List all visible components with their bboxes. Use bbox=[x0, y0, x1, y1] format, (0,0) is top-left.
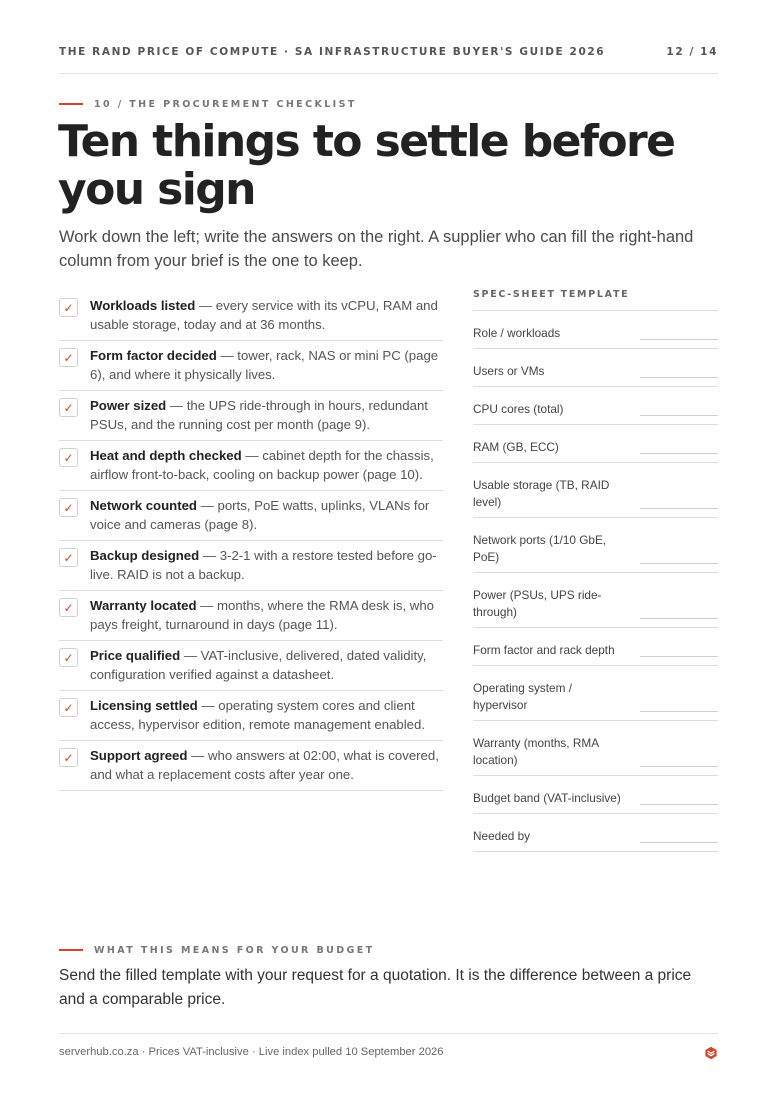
spec-answer-line[interactable] bbox=[640, 377, 718, 378]
checklist-item bbox=[59, 391, 443, 441]
header-divider bbox=[59, 73, 718, 74]
spec-row bbox=[473, 573, 718, 628]
lead-paragraph: Work down the left; write the answers on the right. A supplier who can fill the right-hand column from your brief is the one to keep. bbox=[59, 228, 694, 270]
checklist-item-body: — operating system cores and client access, hypervisor edition, remote management enabled. bbox=[90, 698, 425, 732]
spec-row bbox=[473, 721, 718, 776]
spec-sheet-rows bbox=[473, 311, 718, 852]
checkbox-icon[interactable]: ✓ bbox=[59, 498, 78, 517]
checklist-item bbox=[59, 591, 443, 641]
spec-row-label: Operating system / hypervisor bbox=[473, 681, 573, 712]
spec-answer-line[interactable] bbox=[640, 339, 718, 340]
spec-row bbox=[473, 387, 718, 425]
checklist-item-text bbox=[90, 396, 443, 434]
checklist-item bbox=[59, 691, 443, 741]
checkbox-icon[interactable]: ✓ bbox=[59, 698, 78, 717]
spec-row-label: Budget band (VAT-inclusive) bbox=[473, 791, 621, 805]
checkbox-icon[interactable]: ✓ bbox=[59, 748, 78, 767]
spec-row bbox=[473, 666, 718, 721]
checklist-item-body: — the UPS ride-through in hours, redundant PSUs, and the running cost per month (page 9). bbox=[90, 398, 428, 432]
spec-answer-line[interactable] bbox=[640, 766, 718, 767]
spec-row-label: Users or VMs bbox=[473, 364, 545, 378]
checklist-item-body: — months, where the RMA desk is, who pays freight, turnaround in days (page 11). bbox=[90, 598, 434, 632]
checklist-item-heading: Support agreed bbox=[90, 748, 188, 763]
procurement-checklist bbox=[59, 291, 443, 791]
checklist-item-heading: Warranty located bbox=[90, 598, 197, 613]
spec-answer-line[interactable] bbox=[640, 804, 718, 805]
checkbox-icon[interactable]: ✓ bbox=[59, 398, 78, 417]
spec-answer-line[interactable] bbox=[640, 842, 718, 843]
spec-answer-line[interactable] bbox=[640, 618, 718, 619]
spec-sheet-title: SPEC-SHEET TEMPLATE bbox=[473, 289, 718, 311]
checklist-item-text bbox=[90, 696, 443, 734]
checkbox-icon[interactable]: ✓ bbox=[59, 448, 78, 467]
checklist-item-heading: Licensing settled bbox=[90, 698, 198, 713]
spec-row-label: Usable storage (TB, RAID level) bbox=[473, 478, 610, 509]
spec-row-label: Role / workloads bbox=[473, 326, 561, 340]
spec-answer-line[interactable] bbox=[640, 711, 718, 712]
checklist-item bbox=[59, 541, 443, 591]
running-title: THE RAND PRICE OF COMPUTE · SA INFRASTRUCTURE BUYER'S GUIDE 2026 bbox=[59, 46, 606, 58]
checkbox-icon[interactable]: ✓ bbox=[59, 298, 78, 317]
spec-row bbox=[473, 349, 718, 387]
accent-dash bbox=[59, 103, 83, 105]
spec-row-label: Warranty (months, RMA location) bbox=[473, 736, 599, 767]
spec-answer-line[interactable] bbox=[640, 508, 718, 509]
checklist-item-body: — 3-2-1 with a restore tested before go-live. RAID is not a backup. bbox=[90, 548, 437, 582]
checklist-item-body: — VAT-inclusive, delivered, dated validity, configuration verified against a datasheet. bbox=[90, 648, 427, 682]
spec-row-label: Power (PSUs, UPS ride-through) bbox=[473, 588, 602, 619]
checklist-item-text bbox=[90, 746, 443, 784]
spec-answer-line[interactable] bbox=[640, 563, 718, 564]
spec-row-label: Needed by bbox=[473, 829, 531, 843]
spec-row-label: RAM (GB, ECC) bbox=[473, 440, 559, 454]
checklist-item-heading: Price qualified bbox=[90, 648, 181, 663]
checkbox-icon[interactable]: ✓ bbox=[59, 348, 78, 367]
spec-row-label: Network ports (1/10 GbE, PoE) bbox=[473, 533, 607, 564]
checklist-item-heading: Form factor decided bbox=[90, 348, 217, 363]
checkbox-icon[interactable]: ✓ bbox=[59, 648, 78, 667]
spec-answer-line[interactable] bbox=[640, 415, 718, 416]
checklist-item-body: — ports, PoE watts, uplinks, VLANs for voice and cameras (page 8). bbox=[90, 498, 430, 532]
serverhub-logo-icon bbox=[704, 1046, 718, 1060]
checklist-item bbox=[59, 491, 443, 541]
budget-label-text: WHAT THIS MEANS FOR YOUR BUDGET bbox=[94, 944, 375, 956]
spec-row bbox=[473, 311, 718, 349]
checklist-item-text bbox=[90, 346, 443, 384]
checklist-item-text bbox=[90, 296, 443, 334]
checklist-item-text bbox=[90, 446, 443, 484]
spec-row bbox=[473, 628, 718, 666]
spec-answer-line[interactable] bbox=[640, 453, 718, 454]
budget-paragraph: Send the filled template with your request for a quotation. It is the difference between a price and a comparable price. bbox=[59, 967, 692, 1008]
checklist-item-body: — who answers at 02:00, what is covered, and what a replacement costs after year one. bbox=[90, 748, 439, 782]
section-label bbox=[59, 97, 357, 111]
spec-row bbox=[473, 425, 718, 463]
spec-sheet-template bbox=[473, 289, 718, 852]
spec-row bbox=[473, 776, 718, 814]
accent-dash bbox=[59, 949, 83, 951]
spec-row-label: Form factor and rack depth bbox=[473, 643, 615, 657]
checklist-item-body: — cabinet depth for the chassis, airflow front-to-back, cooling on backup power (page 10). bbox=[90, 448, 434, 482]
checklist-item bbox=[59, 341, 443, 391]
checklist-item bbox=[59, 741, 443, 791]
checkbox-icon[interactable]: ✓ bbox=[59, 598, 78, 617]
running-header bbox=[59, 44, 718, 60]
checklist-item-text bbox=[90, 596, 443, 634]
checklist-item-body: — tower, rack, NAS or mini PC (page 6), and where it physically lives. bbox=[90, 348, 439, 382]
checklist-item-heading: Heat and depth checked bbox=[90, 448, 242, 463]
checklist-item-body: — every service with its vCPU, RAM and usable storage, today and at 36 months. bbox=[90, 298, 438, 332]
checkbox-icon[interactable]: ✓ bbox=[59, 548, 78, 567]
checklist-item-heading: Power sized bbox=[90, 398, 167, 413]
checklist-item bbox=[59, 641, 443, 691]
checklist-item-heading: Backup designed bbox=[90, 548, 200, 563]
page-number: 12 / 14 bbox=[666, 46, 718, 58]
spec-row-label: CPU cores (total) bbox=[473, 402, 564, 416]
page-title: Ten things to settle before you sign bbox=[58, 116, 675, 215]
checklist-item-text bbox=[90, 546, 443, 584]
spec-row bbox=[473, 463, 718, 518]
footer-divider bbox=[59, 1033, 718, 1034]
budget-section-label bbox=[59, 943, 375, 957]
checklist-item-text bbox=[90, 496, 443, 534]
spec-answer-line[interactable] bbox=[640, 656, 718, 657]
spec-row bbox=[473, 518, 718, 573]
spec-row bbox=[473, 814, 718, 852]
checklist-item-heading: Workloads listed bbox=[90, 298, 196, 313]
checklist-item-heading: Network counted bbox=[90, 498, 197, 513]
section-label-text: 10 / THE PROCUREMENT CHECKLIST bbox=[94, 98, 357, 110]
footer-text: serverhub.co.za · Prices VAT-inclusive · Live index pulled 10 September 2026 bbox=[59, 1046, 444, 1058]
checklist-item-text bbox=[90, 646, 443, 684]
checklist-item bbox=[59, 441, 443, 491]
checklist-item bbox=[59, 291, 443, 341]
